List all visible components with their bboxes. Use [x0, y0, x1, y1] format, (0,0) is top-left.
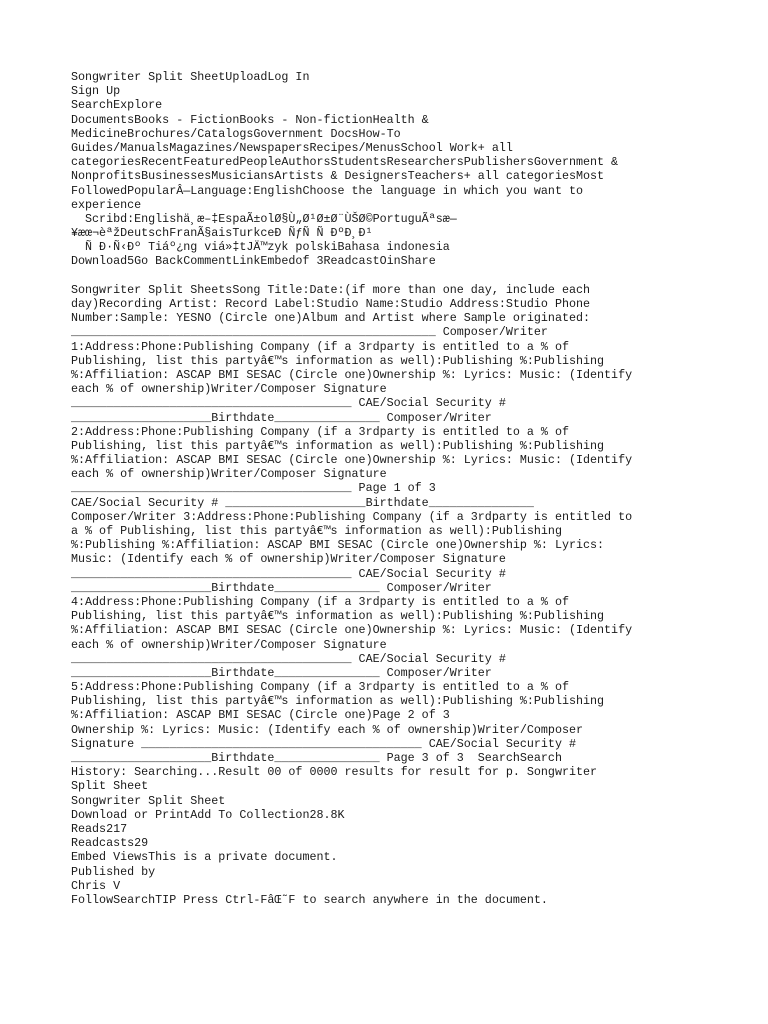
body-text-line: 4:Address:Phone:Publishing Company (if a 3rdparty is entitled to a % of [71, 594, 569, 609]
header-text-line: ¥æœ¬èªžDeutschFranÃ§aisTurkceÐ ÑƒÑ Ñ ÐºÐ¸Ð¹ [71, 226, 373, 241]
body-text-line: 2:Address:Phone:Publishing Company (if a 3rdparty is entitled to a % of [71, 424, 569, 439]
header-text-line: DocumentsBooks - FictionBooks - Non-fictionHealth & [71, 112, 429, 127]
body-text-line: Composer/Writer 3:Address:Phone:Publishing Company (if a 3rdparty is entitled to [71, 509, 633, 524]
body-text-line: 5:Address:Phone:Publishing Company (if a 3rdparty is entitled to a % of [71, 680, 569, 695]
body-text-line: ________________________________________ CAE/Social Security # [71, 651, 506, 666]
body-text-line: History: Searching...Result 00 of 0000 results for result for p. Songwriter [71, 765, 598, 780]
body-text-line: ____________________________________________________ Composer/Writer [71, 325, 548, 340]
body-text-line: ____________________Birthdate_______________ Composer/Writer [71, 410, 492, 425]
body-text-line: each % of ownership)Writer/Composer Signature [71, 637, 387, 652]
document-body-text [71, 283, 768, 907]
site-header-text [71, 70, 768, 269]
body-text-line: Published by [71, 864, 156, 879]
header-text-line: Scribd:Englishä¸æ–‡EspaÃ±olØ§Ù„Ø¹Ø±Ø¨ÙŠØ©PortuguÃªsæ— [71, 211, 457, 226]
body-text-line: %:Publishing %:Affiliation: ASCAP BMI SESAC (Circle one)Ownership %: Lyrics: [71, 538, 605, 553]
header-text-line: SearchExplore [71, 98, 163, 113]
body-text-line: a % of Publishing, list this partyâ€™s information as well):Publishing [71, 524, 562, 538]
body-text-line: ____________________Birthdate_______________ Composer/Writer [71, 665, 492, 680]
body-text-line: 1:Address:Phone:Publishing Company (if a 3rdparty is entitled to a % of [71, 339, 569, 354]
header-text-line: NonprofitsBusinessesMusiciansArtists & DesignersTeachers+ all categoriesMost [71, 169, 605, 184]
header-text-line: Sign Up [71, 84, 121, 99]
body-text-line: Split Sheet [71, 779, 149, 794]
body-text-line: %:Affiliation: ASCAP BMI SESAC (Circle one)Ownership %: Lyrics: Music: (Identify [71, 453, 633, 468]
header-text-line: experience [71, 197, 142, 212]
body-text-line: Music: (Identify each % of ownership)Writer/Composer Signature [71, 552, 506, 567]
body-text-line: ________________________________________ CAE/Social Security # [71, 396, 506, 411]
body-text-line: Embed ViewsThis is a private document. [71, 850, 338, 865]
body-text-line: each % of ownership)Writer/Composer Signature [71, 467, 387, 482]
body-text-line: Publishing, list this partyâ€™s information as well):Publishing %:Publishing [71, 694, 605, 709]
body-text-line: ____________________Birthdate_______________ Composer/Writer [71, 580, 492, 595]
section-gap [71, 269, 768, 283]
header-text-line: Songwriter Split SheetUploadLog In [71, 70, 310, 84]
header-text-line: categoriesRecentFeaturedPeopleAuthorsStudentsResearchersPublishersGovernment & [71, 155, 619, 170]
body-text-line: Chris V [71, 878, 121, 893]
body-text-line: Songwriter Split Sheet [71, 793, 226, 808]
header-text-line: Guides/ManualsMagazines/NewspapersRecipes/MenusSchool Work+ all [71, 140, 513, 155]
body-text-line: Songwriter Split SheetsSong Title:Date:(if more than one day, include each [71, 282, 591, 297]
header-text-line: MedicineBrochures/CatalogsGovernment DocsHow-To [71, 126, 401, 141]
body-text-line: ________________________________________ CAE/Social Security # [71, 566, 506, 581]
body-text-line: CAE/Social Security # ____________________Birthdate_______________ [71, 495, 534, 510]
header-text-line: Ñ Ð·Ñ‹Ðº Tiáº¿ng viá»‡tJÄ™zyk polskiBahasa indonesia [71, 240, 450, 255]
body-text-line: ________________________________________ Page 1 of 3 [71, 481, 436, 496]
body-text-line: %:Affiliation: ASCAP BMI SESAC (Circle one)Page 2 of 3 [71, 708, 450, 723]
body-text-line: Number:Sample: YESNO (Circle one)Album and Artist where Sample originated: [71, 311, 591, 326]
body-text-line: ____________________Birthdate_______________ Page 3 of 3 SearchSearch [71, 751, 562, 765]
body-text-line: day)Recording Artist: Record Label:Studio Name:Studio Address:Studio Phone [71, 297, 591, 311]
body-text-line: Ownership %: Lyrics: Music: (Identify each % of ownership)Writer/Composer [71, 722, 583, 737]
body-text-line: each % of ownership)Writer/Composer Signature [71, 382, 387, 397]
body-text-line: Signature ________________________________________ CAE/Social Security # [71, 736, 576, 751]
body-text-line: Readcasts29 [71, 836, 149, 851]
body-text-line: Publishing, list this partyâ€™s information as well):Publishing %:Publishing [71, 353, 605, 368]
body-text-line: FollowSearchTIP Press Ctrl-FâŒ˜F to search anywhere in the document. [71, 892, 548, 907]
body-text-line: %:Affiliation: ASCAP BMI SESAC (Circle one)Ownership %: Lyrics: Music: (Identify [71, 367, 633, 382]
header-text-line: FollowedPopularÂ—Language:EnglishChoose the language in which you want to [71, 183, 583, 198]
header-text-line: Download5Go BackCommentLinkEmbedof 3ReadcastOinShare [71, 254, 436, 269]
body-text-line: Reads217 [71, 821, 128, 836]
body-text-line: Download or PrintAdd To Collection28.8K [71, 807, 345, 822]
body-text-line: Publishing, list this partyâ€™s information as well):Publishing %:Publishing [71, 609, 605, 624]
body-text-line: Publishing, list this partyâ€™s information as well):Publishing %:Publishing [71, 438, 605, 453]
body-text-line: %:Affiliation: ASCAP BMI SESAC (Circle one)Ownership %: Lyrics: Music: (Identify [71, 623, 633, 638]
